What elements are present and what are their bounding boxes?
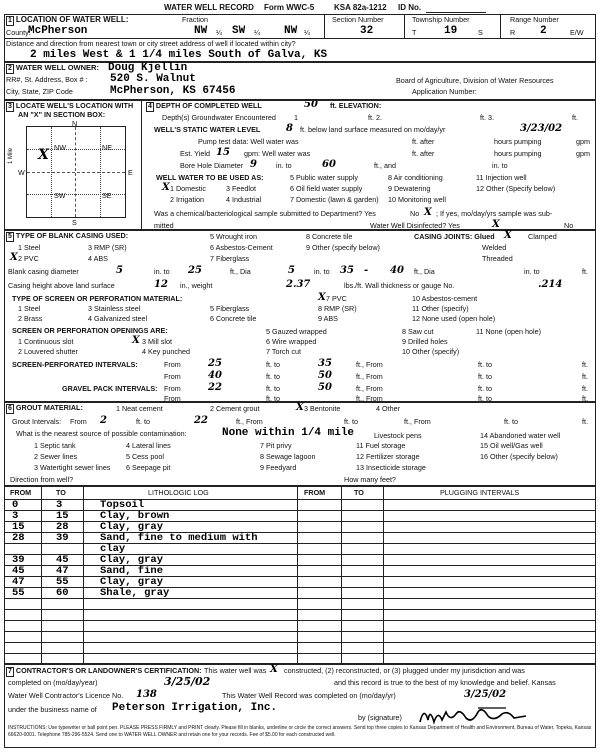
log-description-cell[interactable]: Sand, fine to medium with	[100, 532, 258, 544]
lithologic-log-table	[4, 486, 596, 664]
openings-label: SCREEN OR PERFORATION OPENINGS ARE:	[12, 326, 168, 335]
plug-header-from: FROM	[304, 488, 326, 497]
use-x-mark: X	[162, 182, 170, 193]
log-to-cell[interactable]: 15	[56, 510, 69, 522]
section-6-label: 6 GROUT MATERIAL:	[8, 403, 83, 412]
pump-test-label: Pump test data: Well water was	[198, 137, 299, 146]
opening-option[interactable]: 5 Gauzed wrapped	[266, 327, 327, 336]
static-level-tail: ft. below land surface measured on mo/day/yr	[300, 125, 446, 134]
se-quadrant: SE	[102, 191, 112, 200]
section-7-label: 7 CONTRACTOR'S OR LANDOWNER'S CERTIFICATION:	[8, 666, 202, 675]
ne-quadrant: NE	[102, 143, 112, 152]
ft-to-label: ft. to	[504, 417, 518, 426]
screen-option[interactable]: 5 Fiberglass	[210, 304, 250, 313]
log-row-line	[4, 609, 596, 610]
bact-no-mark: X	[424, 207, 432, 218]
casing-height-label: Casing height above land surface	[8, 281, 115, 290]
log-header-lithologic: LITHOLOGIC LOG	[148, 488, 209, 497]
log-to-cell[interactable]: 55	[56, 576, 69, 588]
form-number: Form WWC-5	[264, 3, 315, 12]
gravel-to-value[interactable]: 50	[318, 382, 332, 393]
water-well-record-form	[4, 4, 596, 747]
r-label: R	[510, 28, 516, 37]
sw-quadrant: SW	[54, 191, 66, 200]
gw-ft-label: ft.	[572, 113, 578, 122]
bore-diameter-value[interactable]: 9	[250, 159, 257, 170]
hours-pumping-label: hours pumping	[494, 149, 542, 158]
log-to-cell[interactable]: 45	[56, 554, 69, 566]
grout-option[interactable]: 4 Other	[376, 404, 400, 413]
contam-option[interactable]: 12 Fertilizer storage	[356, 452, 420, 461]
casing-option[interactable]: 9 Other (specify below)	[306, 243, 380, 252]
contamination-label: What is the nearest source of possible contamination:	[16, 429, 187, 438]
board-label: Board of Agriculture, Division of Water Resources	[396, 76, 554, 85]
ft-and-label: ft., and	[374, 161, 396, 170]
log-row-line	[4, 642, 596, 643]
casing-to-value[interactable]: 25	[188, 265, 202, 276]
log-from-cell[interactable]: 3	[12, 510, 19, 522]
wall-thickness-value[interactable]: .214	[538, 279, 563, 290]
log-row-line	[4, 554, 596, 555]
log-row-line	[4, 532, 596, 533]
use-option[interactable]: 3 Feedlot	[226, 184, 256, 193]
completed-value[interactable]: 3/25/02	[164, 675, 211, 688]
depth-value[interactable]: 50	[304, 99, 318, 110]
section-5-label: 5 TYPE OF BLANK CASING USED:	[8, 231, 129, 240]
ft-from-label: ft., From	[356, 372, 383, 381]
joints-glued-mark: X	[504, 230, 512, 241]
id-label: ID No.	[398, 3, 422, 12]
gravel-from-value[interactable]: 22	[208, 382, 222, 393]
contam-option[interactable]: 16 Other (specify below)	[480, 452, 558, 461]
quarter-mark: ¼	[216, 28, 222, 37]
log-description-cell[interactable]: Clay, gray	[100, 576, 164, 588]
east-label: E	[128, 168, 133, 177]
street-value[interactable]: 520 S. Walnut	[110, 73, 196, 85]
screen-material-label: TYPE OF SCREEN OR PERFORATION MATERIAL:	[12, 294, 183, 303]
in-to-label-3: in. to	[524, 267, 540, 276]
from-label: From	[164, 384, 181, 393]
ft-to-label: ft. to	[478, 384, 492, 393]
business-label: under the business name of	[8, 705, 97, 714]
licence-label: Water Well Contractor's Licence No.	[8, 691, 124, 700]
perf2-to-value[interactable]: 50	[318, 370, 332, 381]
casing-to2b-value[interactable]: 40	[390, 265, 404, 276]
bact-tail: ; If yes, mo/day/yrs sample was sub-	[436, 209, 553, 218]
opening-option[interactable]: 2 Louvered shutter	[18, 347, 78, 356]
completed2-value[interactable]: 3/25/02	[464, 689, 507, 700]
completed-label: completed on (mo/day/year)	[8, 678, 98, 687]
ft-after-label: ft. after	[412, 137, 435, 146]
use-option[interactable]: 2 Irrigation	[170, 195, 204, 204]
static-date-value[interactable]: 3/23/02	[520, 123, 563, 134]
quarter-3[interactable]: NW	[284, 25, 298, 37]
perf2-from-value[interactable]: 40	[208, 370, 222, 381]
casing-option[interactable]: 5 Wrought iron	[210, 232, 258, 241]
static-level-value[interactable]: 8	[286, 123, 293, 134]
ft-label: ft.	[582, 267, 588, 276]
static-level-label: WELL'S STATIC WATER LEVEL	[154, 125, 261, 134]
nw-quadrant: NW	[54, 143, 66, 152]
instructions-text: INSTRUCTIONS: Use typewriter or ball point pen. PLEASE PRESS FIRMLY and PRINT clearly. Please fill in blanks, underline or circle the correct answers. Send top three copies to Kansas Department of Health and Environment, Bureau of Water, Topeka, Kansas 66620-0001. Telephone 785-296-5524. Send one to WATER WELL OWNER and retain one for your records. Fee of $5.00 for each constructed well.	[8, 725, 592, 738]
pvc-mark: X	[10, 252, 18, 263]
log-row-line	[4, 631, 596, 632]
elevation-label: ft. ELEVATION:	[330, 101, 382, 110]
log-row-line	[4, 620, 596, 621]
casing-diameter2-value[interactable]: 5	[288, 265, 295, 276]
use-option[interactable]: 10 Monitoring well	[388, 195, 446, 204]
ksa-reference: KSA 82a-1212	[334, 3, 387, 12]
use-option-domestic[interactable]: 1 Domestic	[170, 184, 206, 193]
business-value[interactable]: Peterson Irrigation, Inc.	[112, 702, 278, 714]
weight-label: in., weight	[180, 281, 213, 290]
township-value[interactable]: 19	[444, 25, 458, 37]
quarter-2[interactable]: SW	[232, 25, 246, 37]
section-box-grid[interactable]	[26, 126, 126, 218]
gpm-label: gpm	[576, 137, 590, 146]
casing-option[interactable]: 1 Steel	[18, 243, 41, 252]
screen-option[interactable]: 10 Asbestos-cement	[412, 294, 478, 303]
log-row-line	[4, 510, 596, 511]
record-text: and this record is true to the best of my knowledge and belief. Kansas	[334, 678, 556, 687]
cert-text-1: This water well was	[204, 666, 267, 675]
casing-height-value[interactable]: 12	[154, 279, 168, 290]
threaded-label: Threaded	[482, 254, 513, 263]
log-to-cell[interactable]: 60	[56, 587, 69, 599]
use-option[interactable]: 9 Dewatering	[388, 184, 431, 193]
yield-tail: gpm: Well water was	[244, 149, 311, 158]
section-4-depth	[142, 100, 596, 230]
owner-value[interactable]: Doug Kjellin	[108, 62, 188, 74]
contam-option[interactable]: 5 Cess pool	[126, 452, 164, 461]
ft-to-label: ft. to	[266, 384, 280, 393]
from-label: From	[164, 360, 181, 369]
log-from-cell[interactable]: 55	[12, 587, 25, 599]
gravel-pack-label: GRAVEL PACK INTERVALS:	[62, 384, 158, 393]
bore-diameter-label: Bore Hole Diameter	[180, 161, 244, 170]
use-option[interactable]: 6 Oil field water supply	[290, 184, 363, 193]
opening-option[interactable]: 11 None (open hole)	[476, 327, 541, 336]
city-value[interactable]: McPherson, KS 67456	[110, 85, 236, 97]
how-many-feet-label: How many feet?	[344, 475, 396, 484]
distance-value[interactable]: 2 miles West & 1 1/4 miles South of Galva, KS	[30, 49, 328, 61]
screen-option[interactable]: 2 Brass	[18, 314, 43, 323]
casing-to2-value[interactable]: 35	[340, 265, 354, 276]
section-3-sublabel: AN "X" IN SECTION BOX:	[18, 110, 106, 119]
use-option[interactable]: 11 Injection well	[476, 173, 527, 182]
use-option[interactable]: 12 Other (Specify below)	[476, 184, 556, 193]
casing-option-pvc[interactable]: 2 PVC	[18, 254, 39, 263]
ft-dia-label: ft., Dia	[230, 267, 251, 276]
log-to-cell[interactable]: 3	[56, 499, 63, 511]
log-description-cell[interactable]: Clay, brown	[100, 510, 170, 522]
gw-3-label: ft. 3.	[480, 113, 494, 122]
use-option[interactable]: 5 Public water supply	[290, 173, 358, 182]
in-to-label: in. to	[154, 267, 170, 276]
disinfected-mark: X	[492, 219, 500, 230]
grout-from-value[interactable]: 2	[100, 415, 107, 426]
completed2-label: This Water Well Record was completed on (mo/day/yr)	[222, 691, 396, 700]
from-label: From	[164, 372, 181, 381]
screen-option[interactable]: 11 Other (specify)	[412, 304, 469, 313]
ft-from-label: ft., From	[356, 384, 383, 393]
opening-option[interactable]: 8 Saw cut	[402, 327, 434, 336]
ft-label: ft.	[582, 360, 588, 369]
constructed-mark: X	[270, 664, 278, 675]
log-to-cell[interactable]: 39	[56, 532, 69, 544]
quarter-1[interactable]: NW	[194, 25, 208, 37]
fraction-label: Fraction	[182, 15, 208, 24]
plug-header-intervals: PLUGGING INTERVALS	[440, 488, 520, 497]
log-row-line	[4, 576, 596, 577]
contam-option[interactable]: 1 Septic tank	[34, 441, 76, 450]
log-row-line	[4, 521, 596, 522]
disinfected-label: Water Well Disinfected? Yes	[370, 221, 460, 230]
section-3-label: 3 LOCATE WELL'S LOCATION WITH	[8, 101, 134, 110]
ft-to-label: ft. to	[266, 394, 280, 403]
log-from-cell[interactable]: 47	[12, 576, 25, 588]
application-number-label: Application Number:	[412, 87, 477, 96]
screen-option[interactable]: 1 Steel	[18, 304, 41, 313]
screen-option-pvc[interactable]: 7 PVC	[326, 294, 347, 303]
contam-option[interactable]: 8 Sewage lagoon	[260, 452, 316, 461]
log-row-line	[4, 598, 596, 599]
screen-pvc-mark: X	[318, 292, 326, 303]
bore-depth-value[interactable]: 60	[322, 159, 336, 170]
screen-option[interactable]: 8 RMP (SR)	[318, 304, 357, 313]
ft-to-label: ft. to	[136, 417, 150, 426]
ft-to-label: ft. to	[478, 372, 492, 381]
log-row-line	[4, 565, 596, 566]
hours-pumping-label: hours pumping	[494, 137, 542, 146]
use-option[interactable]: 8 Air conditioning	[388, 173, 443, 182]
west-label: W	[18, 168, 25, 177]
ft-from-label: ft., From	[356, 360, 383, 369]
log-from-cell[interactable]: 45	[12, 565, 25, 577]
signature-label: by (signature)	[358, 713, 402, 722]
log-description-cell[interactable]: Sand, fine	[100, 565, 164, 577]
plug-header-to: TO	[354, 488, 364, 497]
township-number-label: Township Number	[412, 15, 470, 24]
mile-label: 1 Mile	[8, 147, 14, 164]
screen-option[interactable]: 9 ABS	[318, 314, 338, 323]
casing-option[interactable]: 7 Fiberglass	[210, 254, 250, 263]
ft-to-label: ft. to	[478, 394, 492, 403]
contam-option[interactable]: 14 Abandoned water well	[480, 431, 561, 440]
range-number-label: Range Number	[510, 15, 559, 24]
log-description-cell[interactable]: Clay, gray	[100, 521, 164, 533]
log-row-line	[4, 587, 596, 588]
gw-1-label: 1	[294, 113, 298, 122]
wall-thickness-label: lbs./ft. Wall thickness or gauge No.	[344, 281, 455, 290]
casing-diameter-label: Blank casing diameter	[8, 267, 79, 276]
grout-option[interactable]: 2 Cement grout	[210, 404, 260, 413]
use-option[interactable]: 7 Domestic (lawn & garden)	[290, 195, 379, 204]
log-description-cell[interactable]: Topsoil	[100, 499, 145, 511]
contam-option[interactable]: 9 Feedyard	[260, 463, 297, 472]
from-label: From	[70, 417, 87, 426]
log-to-cell[interactable]: 47	[56, 565, 69, 577]
t-label: T	[412, 28, 417, 37]
opening-option[interactable]: 9 Drilled holes	[402, 337, 448, 346]
mitted-label: mitted	[154, 221, 174, 230]
grout-option[interactable]: 1 Neat cement	[116, 404, 163, 413]
contam-option[interactable]: 3 Watertight sewer lines	[34, 463, 111, 472]
screen-option[interactable]: 6 Concrete tile	[210, 314, 257, 323]
opening-option[interactable]: 6 Wire wrapped	[266, 337, 317, 346]
contam-option[interactable]: 4 Lateral lines	[126, 441, 171, 450]
south-label: S	[72, 218, 77, 227]
casing-dash: -	[364, 265, 369, 276]
weight-value[interactable]: 2.37	[286, 279, 311, 290]
ft-label: ft.	[582, 394, 588, 403]
in-to-label-2: in. to	[492, 161, 508, 170]
ft-to-label: ft. to	[266, 360, 280, 369]
ft-to-label: ft. to	[344, 417, 358, 426]
opening-option[interactable]: 10 Other (specify)	[402, 347, 460, 356]
log-from-cell[interactable]: 28	[12, 532, 25, 544]
ft-dia-label-2: ft., Dia	[414, 267, 435, 276]
contamination-value[interactable]: None within 1/4 mile	[222, 427, 355, 439]
log-row-line	[4, 543, 596, 544]
section-number-value[interactable]: 32	[360, 25, 374, 37]
ft-from-label: ft., From	[404, 417, 431, 426]
groundwater-label: Depth(s) Groundwater Encountered	[162, 113, 276, 122]
grout-intervals-label: Grout Intervals:	[12, 417, 62, 426]
log-header-from: FROM	[10, 488, 32, 497]
signature-mark	[416, 702, 546, 726]
casing-joints-label: CASING JOINTS: Glued	[414, 232, 495, 241]
north-label: N	[72, 119, 78, 128]
ft-from-label: ft., From	[236, 417, 263, 426]
grout-to-value[interactable]: 22	[194, 415, 208, 426]
screen-option[interactable]: 12 None used (open hole)	[412, 314, 496, 323]
form-title: WATER WELL RECORD	[164, 3, 254, 12]
ft-label: ft.	[582, 372, 588, 381]
use-option[interactable]: 4 Industrial	[226, 195, 262, 204]
ft-label: ft.	[582, 417, 588, 426]
contam-option[interactable]: 6 Seepage pit	[126, 463, 171, 472]
depth-label: 4 DEPTH OF COMPLETED WELL	[148, 101, 262, 110]
perf1-from-value[interactable]: 25	[208, 358, 222, 369]
gw-2-label: ft. 2.	[368, 113, 382, 122]
log-description-cell[interactable]: Clay, gray	[100, 554, 164, 566]
section-number-label: Section Number	[332, 15, 384, 24]
casing-diameter-value[interactable]: 5	[116, 265, 123, 276]
grout-option-bentonite[interactable]: 3 Bentonite	[304, 404, 341, 413]
perf1-to-value[interactable]: 35	[318, 358, 332, 369]
contam-option[interactable]: 7 Pit privy	[260, 441, 292, 450]
city-label: City, State, ZIP Code	[6, 87, 73, 96]
in-to-label: in. to	[276, 161, 292, 170]
county-label: County:	[6, 28, 31, 37]
perforated-intervals-label: SCREEN-PERFORATED INTERVALS:	[12, 360, 138, 369]
ew-label: E/W	[570, 28, 584, 37]
in-to-label: in. to	[314, 267, 330, 276]
log-header-to: TO	[56, 488, 66, 497]
log-to-cell[interactable]: 28	[56, 521, 69, 533]
quarter-mark: ¼	[254, 28, 260, 37]
casing-option[interactable]: 6 Asbestos-Cement	[210, 243, 273, 252]
opening-option[interactable]: 1 Continuous slot	[18, 337, 74, 346]
county-value[interactable]: McPherson	[28, 25, 88, 37]
bact-sample-question: Was a chemical/bacteriological sample submitted to Department? Yes	[154, 209, 376, 218]
log-description-cell[interactable]: clay	[100, 543, 126, 555]
bact-no-label: No	[410, 209, 420, 218]
ft-from-label: ft., From	[356, 394, 383, 403]
opening-option-mill-slot[interactable]: 3 Mill slot	[142, 337, 172, 346]
section-1-label: 1 LOCATION OF WATER WELL:	[8, 15, 129, 24]
gpm-label: gpm	[576, 149, 590, 158]
licence-value[interactable]: 138	[136, 689, 157, 700]
range-value[interactable]: 2	[540, 25, 547, 37]
log-from-cell[interactable]: 15	[12, 521, 25, 533]
casing-option[interactable]: 3 RMP (SR)	[88, 243, 127, 252]
opening-option[interactable]: 7 Torch cut	[266, 347, 302, 356]
screen-option[interactable]: 4 Galvanized steel	[88, 314, 148, 323]
cert-text-1b: constructed, (2) reconstructed, or (3) plugged under my jurisdiction and was	[284, 666, 525, 675]
contam-option[interactable]: 2 Sewer lines	[34, 452, 78, 461]
opening-option[interactable]: 4 Key punched	[142, 347, 190, 356]
disinfected-no-label: No	[564, 221, 574, 230]
contam-option[interactable]: 11 Fuel storage	[356, 441, 406, 450]
bentonite-mark: X	[296, 402, 304, 413]
section-2-label: 2 WATER WELL OWNER:	[8, 63, 99, 72]
log-from-cell[interactable]: 39	[12, 554, 25, 566]
clamped-label: Clamped	[528, 232, 557, 241]
direction-label: Direction from well?	[10, 475, 74, 484]
ft-label: ft.	[582, 384, 588, 393]
quarter-mark: ¼	[304, 28, 310, 37]
contam-option[interactable]: Livestock pens	[374, 431, 422, 440]
location-x-mark: X	[38, 147, 49, 163]
ft-after-label: ft. after	[412, 149, 435, 158]
ft-to-label: ft. to	[478, 360, 492, 369]
ft-to-label: ft. to	[266, 372, 280, 381]
s-label: S	[478, 28, 483, 37]
yield-value[interactable]: 15	[216, 147, 230, 158]
contam-option[interactable]: 13 Insecticide storage	[356, 463, 426, 472]
casing-option[interactable]: 4 ABS	[88, 254, 108, 263]
contam-option[interactable]: 15 Oil well/Gas well	[480, 441, 543, 450]
casing-option[interactable]: 8 Concrete tile	[306, 232, 353, 241]
mill-slot-mark: X	[132, 335, 140, 346]
from-label: From	[164, 394, 181, 403]
log-row-line	[4, 653, 596, 654]
yield-label: Est. Yield	[180, 149, 210, 158]
welded-label: Welded	[482, 243, 507, 252]
screen-option[interactable]: 3 Stainless steel	[88, 304, 141, 313]
log-from-cell[interactable]: 0	[12, 499, 19, 511]
use-label: WELL WATER TO BE USED AS:	[156, 173, 264, 182]
distance-label: Distance and direction from nearest town or city street address of well if located within city?	[6, 39, 296, 48]
log-description-cell[interactable]: Shale, gray	[100, 587, 170, 599]
street-label: RR#, St. Address, Box # :	[6, 75, 88, 84]
